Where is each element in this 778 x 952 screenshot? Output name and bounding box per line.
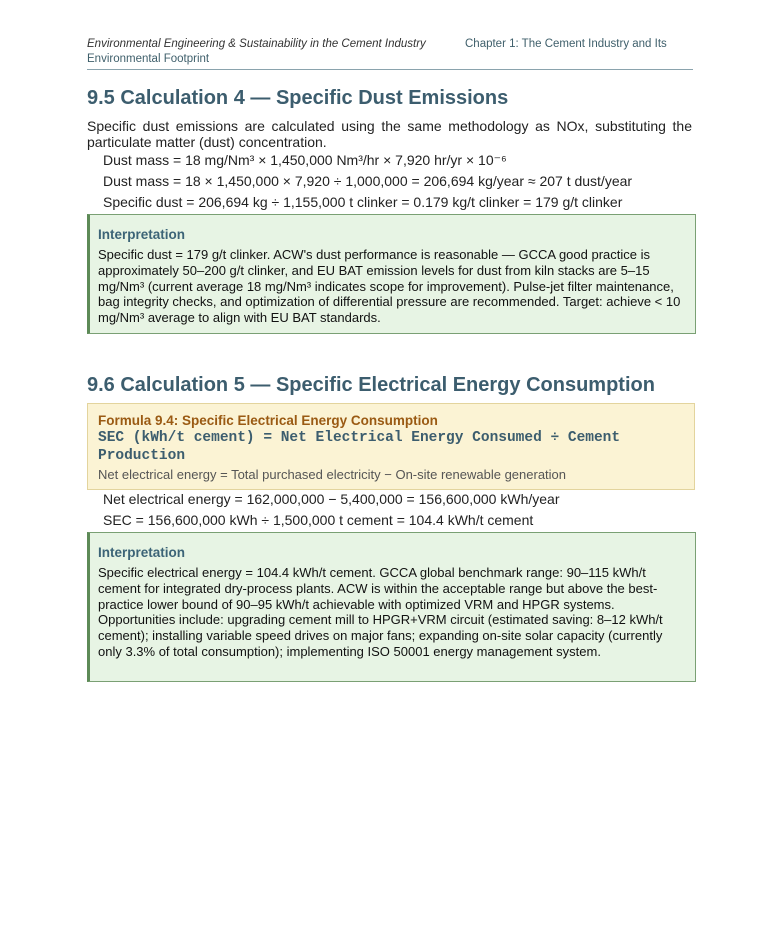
book-title: Environmental Engineering & Sustainability in the Cement Industry: [87, 38, 426, 50]
formula-title: Formula 9.4: Specific Electrical Energy Consumption: [98, 413, 438, 428]
running-header: [87, 37, 693, 70]
section-heading-9-5: 9.5 Calculation 4 — Specific Dust Emissions: [87, 87, 509, 109]
formula-expression: SEC (kWh/t cement) = Net Electrical Energy Consumed ÷ Cement Production: [98, 430, 621, 464]
calc-line-dust-1: Dust mass = 18 mg/Nm³ × 1,450,000 Nm³/hr × 7,920 hr/yr × 10⁻⁶: [103, 152, 507, 168]
section-heading-9-6: 9.6 Calculation 5 — Specific Electrical Energy Consumption: [87, 374, 655, 396]
calc-line-energy-2: SEC = 156,600,000 kWh ÷ 1,500,000 t cement = 104.4 kWh/t cement: [103, 512, 534, 528]
calc-line-dust-3: Specific dust = 206,694 kg ÷ 1,155,000 t clinker = 0.179 kg/t clinker = 179 g/t clinker: [103, 194, 623, 210]
interpretation-title: Interpretation: [98, 227, 186, 242]
chapter-title-continuation: Environmental Footprint: [87, 53, 210, 65]
formula-note: Net electrical energy = Total purchased electricity − On-site renewable generation: [98, 467, 567, 482]
interpretation-box-energy: [87, 532, 696, 682]
interpretation-box-dust: [87, 214, 696, 334]
calc-line-energy-1: Net electrical energy = 162,000,000 − 5,400,000 = 156,600,000 kWh/year: [103, 491, 560, 507]
section-intro-paragraph: Specific dust emissions are calculated using the same methodology as NOx, substituting the particulate matter (dust) concentration.: [87, 118, 692, 150]
formula-box: [87, 403, 695, 490]
calc-line-dust-2: Dust mass = 18 × 1,450,000 × 7,920 ÷ 1,000,000 = 206,694 kg/year ≈ 207 t dust/year: [103, 173, 633, 189]
chapter-title: Chapter 1: The Cement Industry and Its: [465, 38, 667, 50]
interpretation-text: Specific electrical energy = 104.4 kWh/t cement. GCCA global benchmark range: 90–115 kWh/t cement for integrated dry-process plants. ACW is within the acceptable range but above the best-practice lower bound of 90–95 kWh/t achievable with optimized VRM and HPGR systems. Opportunities include: upgrading cement mill to HPGR+VRM circuit (estimated saving: 8–12 kWh/t cement); installing variable speed drives on major fans; expanding on-site solar capacity (currently only 3.3% of total consumption); implementing ISO 50001 energy management system.: [98, 565, 663, 659]
interpretation-title: Interpretation: [98, 545, 186, 560]
interpretation-text: Specific dust = 179 g/t clinker. ACW's dust performance is reasonable — GCCA good practice is approximately 50–200 g/t clinker, and EU BAT emission levels for dust from kiln stacks are 5–15 mg/Nm³ (current average 18 mg/Nm³ indicates scope for improvement). Pulse-jet filter maintenance, bag integrity checks, and optimization of differential pressure are recommended. Target: achieve < 10 mg/Nm³ average to align with EU BAT standards.: [98, 247, 681, 326]
